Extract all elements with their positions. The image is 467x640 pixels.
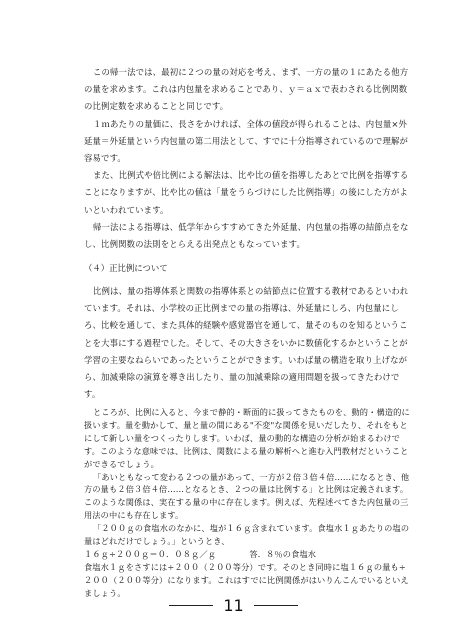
paragraph: 食塩水１ｇをさすには÷２００（２００等分）です。そのとき同時に塩１６ｇの量も÷２００（２００等分）になります。これはすでに比例関係がはいりんこんでいるといえましょう。 xyxy=(84,561,409,598)
section-dynamic xyxy=(84,406,412,600)
footer-rule-right xyxy=(254,605,298,606)
paragraph: 比例は、量の指導体系と関数の指導体系との結節点に位置する教材であるといわれています。それは、小学校の正比例までの量の指導は、外延量にしろ、内包量にしろ、比較を通して、また具体的経験や感覚器官を通して、量そのものを知るということを大事にする過程でした。そして、その大きさをいかに数値化するかということが学習の主要なねらいであったということができます。いわば量の構造を取り上げながら、加減乗除の演算を導き出したり、量の加減乗除の適用問題を扱ってきたわけです。 xyxy=(84,286,409,400)
paragraph: この帰一法では、最初に２つの量の対応を考え、まず、一方の量の１にあたる他方の量を求めます。これは内包量を求めることであり、ｙ＝ａｘで表わされる比例関数の比例定数を求めることと同じです。 xyxy=(84,67,409,112)
section-proportion xyxy=(84,283,412,403)
calculation-line: １６ｇ÷２００ｇ＝０．０８ｇ／ｇ 答．８％の食塩水 xyxy=(84,548,317,559)
paragraph: １ｍあたりの量価に、長さをかければ、全体の値段が得られることは、内包量×外延量＝外延量という内包量の第二用法として、すでに十分指導されているので理解が容易です。 xyxy=(84,118,409,164)
paragraph: 「あいともなって変わる２つの量があって、一方が２倍３倍４倍……になるとき、他方の量も２倍３倍４倍……となるとき、２つの量は比例する」と比例は定義されます。このような関係は、実在する量の中に存在します。例えば、先程述べてきた内包量の三用法の中にも存在します。 xyxy=(84,471,410,521)
paragraph: また、比例式や倍比例による解法は、比や比の値を指導したあとで比例を指導することになりますが、比や比の値は「量をうらづけにした比例指導」の後にした方がよいといわれています。 xyxy=(84,170,409,215)
section-kiippo xyxy=(84,64,412,253)
page-number: 11 xyxy=(223,596,244,615)
footer-rule-left xyxy=(169,605,213,606)
page-footer xyxy=(0,596,467,615)
paragraph: 帰一法による指導は、低学年からすすめてきた外延量、内包量の指導の結節点をなし、比例関数の法則をとらえる出発点ともなっています。 xyxy=(84,221,409,250)
section-heading: （４）正比例について xyxy=(84,263,168,273)
paragraph: 「２００ｇの食塩水のなかに、塩が１６ｇ含まれています。食塩水１ｇあたりの塩の量はどれだけでしょう。」というとき、 xyxy=(84,523,410,547)
paragraph: ところが、比例に入ると、今まで静的・断面的に扱ってきたものを、動的・構造的に扱います。量を動かして、量と量の間にある"不変"な関係を見いだしたり、それをもとにして新しい量をつくったりします。いわば、量の動的な構造の分析が始まるわけです。このような意味では、比例は、関数による量の解析へと進む入門教材だということができるでしょう。 xyxy=(84,407,410,469)
